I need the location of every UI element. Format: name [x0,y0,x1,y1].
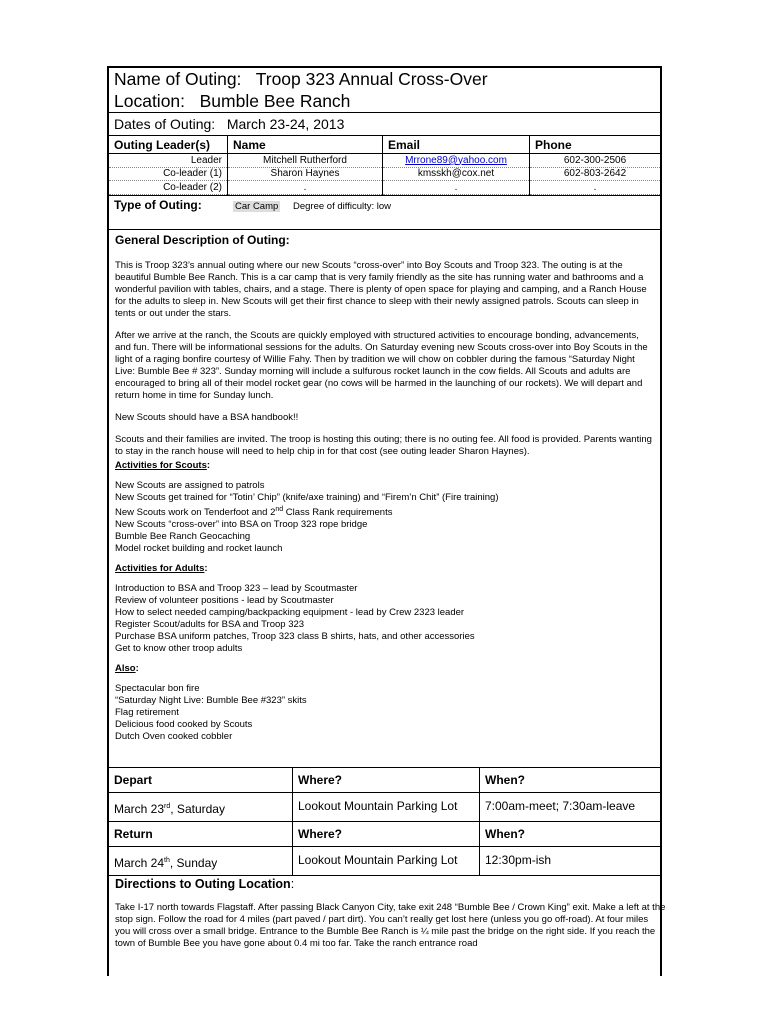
col-header-phone: Phone [530,136,661,154]
list-item: New Scouts “cross-over” into BSA on Troop 323 rope bridge [115,518,368,530]
col-header-email: Email [383,136,530,154]
outing-name-line [109,68,660,90]
location-label: Location: [114,91,186,111]
depart-where: Lookout Mountain Parking Lot [293,792,480,821]
depart-when: 7:00am-meet; 7:30am-leave [485,799,636,813]
leader-email-link[interactable]: Mrrone89@yahoo.com [383,154,530,168]
directions-heading: Directions to Outing Location [115,877,291,891]
where-label: Where? [293,822,480,846]
list-item: Flag retirement [115,706,179,718]
leader-role: Co-leader (2) [109,181,228,195]
leader-email: . [383,181,530,195]
return-where: Lookout Mountain Parking Lot [293,846,480,875]
return-header-row [109,821,660,847]
table-row [109,181,660,195]
description-paragraph: After we arrive at the ranch, the Scouts are quickly employed with structured activities to encourage bonding, advancements, and fun. There will be informational sessions for the adults. On Saturday evening new Scouts cross-over into Boy Scouts in the light of a raging bonfire courtesy of Willie Fahy. Then by tradition we will chow on cobbler during the famous “Saturday Night Live: Bumble Bee # 323”. Sunday morning will include a sulfurous rocket launch in the cow fields. All Scouts and adults are encouraged to bring all of their model rocket gear (no cows will be harmed in the launching of our rockets). We will depart and return home in time for Sunday lunch. [115,329,648,401]
leader-role: Leader [109,154,228,168]
dates-line [109,113,660,135]
list-item: Dutch Oven cooked cobbler [115,730,233,742]
table-row [109,154,660,168]
list-item: Purchase BSA uniform patches, Troop 323 class B shirts, hats, and other accessories [115,630,475,642]
list-item: New Scouts work on Tenderfoot and 2nd Class Rank requirements [115,505,393,518]
leader-name: . [228,181,383,195]
description-heading: General Description of Outing: [115,232,290,247]
when-label: When? [485,827,525,841]
leader-phone: . [530,181,661,195]
description-paragraph: New Scouts should have a BSA handbook!! [115,411,299,423]
depart-header-row [109,767,660,793]
scouts-heading: Activities for Scouts [115,459,207,471]
list-item: Delicious food cooked by Scouts [115,718,253,730]
depart-date: March 23rd, Saturday [109,792,293,821]
outing-name: Troop 323 Annual Cross-Over [255,69,488,89]
list-item: How to select needed camping/backpacking equipment - lead by Crew 2323 leader [115,606,465,618]
list-item: New Scouts get trained for “Totin’ Chip” (knife/axe training) and “Firem’n Chit” (Fire training) [115,491,499,503]
also-list: Also: Spectacular bon fire “Saturday Night Live: Bumble Bee #323” skits Flag retirement Delicious food cooked by Scouts Dutch Oven cooked cobbler [115,663,654,743]
col-header-name: Name [228,136,383,154]
list-item: Model rocket building and rocket launch [115,542,283,554]
when-label: When? [485,773,525,787]
adults-activities: Activities for Adults: Introduction to BSA and Troop 323 – lead by Scoutmaster Review of volunteer positions - lead by Scoutmaster How to select needed camping/backpacking equipment - lead by Crew 2323 leader Register Scout/adults for BSA and Troop 323 Purchase BSA uniform patches, Troop 323 class B shirts, hats, and other accessories Get to know other troop adults [115,563,654,655]
leader-role: Co-leader (1) [109,167,228,181]
where-label: Where? [293,768,480,792]
outing-form [107,66,666,976]
list-item: Introduction to BSA and Troop 323 – lead by Scoutmaster [115,582,358,594]
type-value: Car Camp [235,200,279,212]
dates-label: Dates of Outing: [114,116,216,132]
description-paragraph: Scouts and their families are invited. The troop is hosting this outing; there is no outing fee. All food is provided. Parents wanting to stay in the ranch house will need to help chip in for that cost (see outing leader Sharon Haynes). [115,433,652,457]
description-paragraph: This is Troop 323’s annual outing where our new Scouts “cross-over” into Boy Scouts and Troop 323. The outing is at the beautiful Bumble Bee Ranch. This is a car camp that is very family friendly as the site has running water and bathrooms and a wonderful pavilion with tables, chairs, and a stage. There is plenty of open space for playing and camping, and a Ranch House for the adults to sleep in. New Scouts will get their first chance to sleep with their newly assigned patrols. Scouts can sleep in tents or out under the stars. [115,259,647,319]
depart-values-row [109,792,660,822]
type-of-outing [109,195,660,230]
also-heading: Also [115,662,136,674]
list-item: Spectacular bon fire [115,682,200,694]
leaders-table [109,135,660,195]
scouts-activities: Activities for Scouts: New Scouts are assigned to patrols New Scouts get trained for “Totin’ Chip” (knife/axe training) and “Firem’n Chit” (Fire training) New Scouts work on Tenderfoot and 2nd Class Rank requirements New Scouts “cross-over” into BSA on Troop 323 rope bridge Bumble Bee Ranch Geocaching Model rocket building and rocket launch [115,460,654,555]
leader-phone: 602-300-2506 [530,154,661,168]
leaders-header-row [109,136,660,154]
difficulty: Degree of difficulty: low [293,200,392,212]
location-line [109,90,660,113]
col-header-role: Outing Leader(s) [109,136,228,154]
return-values-row [109,846,660,876]
return-date: March 24th, Sunday [109,846,293,875]
list-item: New Scouts are assigned to patrols [115,479,265,491]
return-when: 12:30pm-ish [485,853,552,867]
table-row [109,167,660,181]
leader-email: kmsskh@cox.net [383,167,530,181]
location: Bumble Bee Ranch [199,91,351,111]
dates: March 23-24, 2013 [226,116,345,132]
directions-heading-line: Directions to Outing Location: [115,877,295,891]
leader-phone: 602-803-2642 [530,167,661,181]
general-description [109,234,660,743]
list-item: “Saturday Night Live: Bumble Bee #323” skits [115,694,307,706]
type-label: Type of Outing: [114,197,202,212]
leader-name: Sharon Haynes [228,167,383,181]
adults-heading: Activities for Adults [115,562,205,574]
list-item: Get to know other troop adults [115,642,243,654]
outing-name-label: Name of Outing: [114,69,242,89]
list-item: Bumble Bee Ranch Geocaching [115,530,251,542]
list-item: Review of volunteer positions - lead by Scoutmaster [115,594,334,606]
list-item: Register Scout/adults for BSA and Troop 323 [115,618,305,630]
directions-text: Take I-17 north towards Flagstaff. After passing Black Canyon City, take exit 248 “Bumble Bee / Crown King” exit. Make a left at the stop sign. Follow the road for 4 miles (part paved / part dirt). You can’t really get lost here (unless you go off-road). At four miles you will cross over a small bridge. Entrance to the Bumble Bee Ranch is ¼ mile past the bridge on the right side. If you reach the town of Bumble Bee you have gone about 0.4 mi too far. Take the ranch entrance road [115,902,666,949]
depart-label: Depart [109,768,293,792]
return-label: Return [109,822,293,846]
leader-name: Mitchell Rutherford [228,154,383,168]
directions [109,875,672,950]
